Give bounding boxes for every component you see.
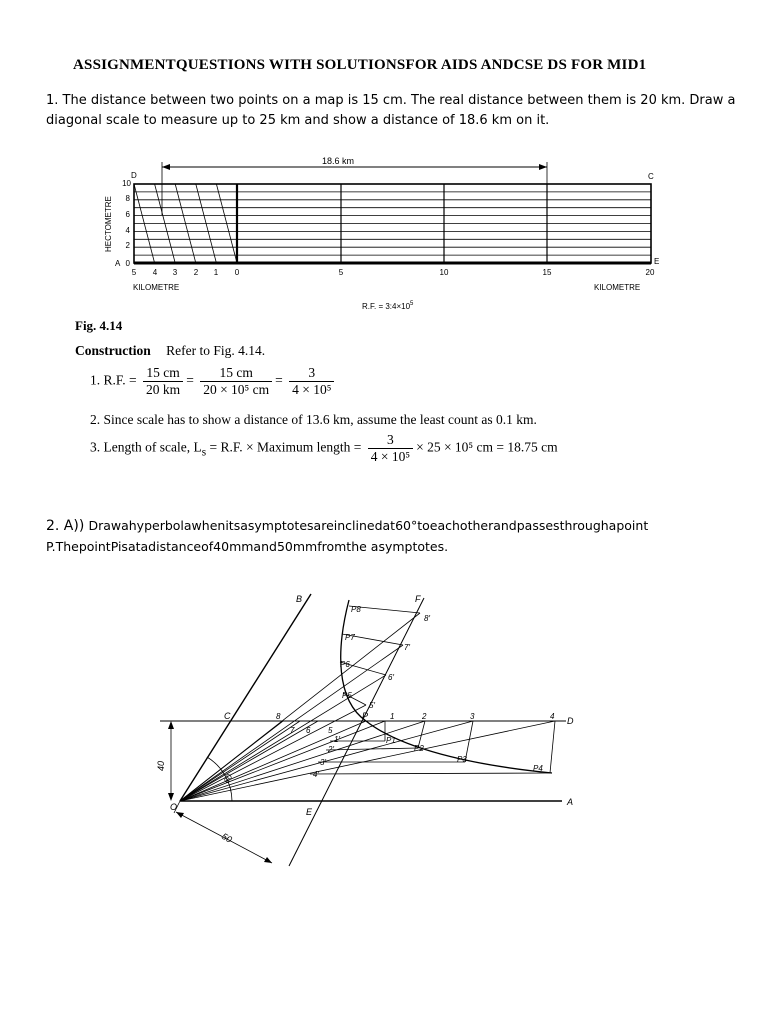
label-p4: P4 (533, 764, 543, 773)
ray-line (180, 721, 366, 801)
construction-step-2: 2. Since scale has to show a distance of 13.6 km, assume the least count as 0.1 km. (90, 412, 537, 427)
corner-e-label: E (654, 257, 660, 266)
label-1: 1 (390, 712, 395, 721)
label-p: P (362, 711, 369, 721)
projection-line (550, 721, 555, 773)
ray-line (180, 721, 473, 801)
x-tick-labels (132, 268, 655, 277)
question-2-text: Drawahyperbolawhenitsasymptotesareinclinedat60°toeachotherandpassesthroughapoint P.ThepointPisatadistanceof40mmand50mmfromthe asymptotes. (46, 518, 649, 554)
x-tick: 5 (131, 268, 137, 277)
fraction: $\frac{15 cm}{20 km}$ (143, 365, 183, 398)
x-tick: 1 (213, 268, 219, 277)
label-7-prime: 7′ (404, 643, 410, 652)
angle-label: 60 (221, 772, 235, 785)
x-tick: 15 (542, 268, 552, 277)
ray-line (180, 721, 555, 801)
label-2-prime: 2′ (328, 745, 334, 754)
construction-heading (75, 343, 265, 359)
page-heading: ASSIGNMENTQUESTIONS WITH SOLUTIONSFOR AIDS ANDCSE DS FOR MID1 (73, 57, 647, 73)
ray-line (180, 675, 386, 801)
y-tick: 0 (125, 259, 130, 268)
diagonal-scale-figure (100, 150, 680, 320)
label-p3: P3 (457, 755, 467, 764)
question-1-text: The distance between two points on a map is 15 cm. The real distance between them is 20 km. Draw a diagonal scale to measure up to 25 km and show a distance of 18.6 km on it. (46, 93, 736, 128)
question-2-number: 2. A)) (46, 518, 85, 534)
x-tick: 10 (439, 268, 449, 277)
label-6-prime: 6′ (388, 673, 394, 682)
dimension-label: 18.6 km (321, 156, 355, 166)
hyperbola-figure (150, 585, 590, 870)
y-tick: 2 (125, 241, 130, 250)
label-8: 8 (276, 712, 281, 721)
ray-line (180, 721, 425, 801)
label-p8: P8 (351, 605, 361, 614)
x-tick: 4 (152, 268, 158, 277)
y-tick-labels (122, 179, 131, 268)
y-tick: 8 (125, 194, 130, 203)
question-1-number: 1. (46, 93, 59, 108)
construction-step-1: 1. R.F. = $\frac{15 cm}{20 km}$ = $\frac{15 cm}{\text{20 × 10⁵ cm}}$ = $\frac{3}{\text{4 × 10⁵}}$ (90, 365, 337, 398)
dim-40-label: 40 (156, 760, 166, 771)
ray-line (180, 705, 369, 801)
question-2 (46, 516, 736, 558)
y-tick: 4 (125, 226, 130, 235)
label-b: B (296, 594, 303, 604)
label-4-prime: 4′ (313, 770, 319, 779)
label-5-prime: 5′ (369, 701, 375, 710)
corner-c-label: C (648, 172, 654, 181)
label-d: D (567, 716, 574, 726)
label-o: O (170, 802, 178, 812)
construction-ref: Refer to Fig. 4.14. (166, 343, 266, 358)
fraction: $\frac{3}{\text{4 × 10⁵}}$ (289, 365, 334, 398)
y-tick: 6 (125, 210, 130, 219)
rf-label: R.F. = $3:4\times 10^5$ (362, 301, 414, 311)
corner-a-label: A (115, 259, 121, 268)
label-8-prime: 8′ (424, 614, 430, 623)
projection-line (310, 773, 550, 774)
label-4: 4 (550, 712, 555, 721)
fraction: $\frac{3}{\text{4 × 10⁵}}$ (368, 432, 413, 465)
x-label-right: KILOMETRE (594, 283, 641, 292)
hyperbola-labels (156, 594, 574, 845)
y-axis-label: HECTOMETRE (104, 196, 113, 252)
construction-title: Construction (75, 343, 151, 358)
question-1 (46, 91, 736, 131)
label-e: E (306, 807, 313, 817)
fraction: $\frac{15 cm}{\text{20 × 10⁵ cm}}$ (200, 365, 272, 398)
x-tick: 20 (645, 268, 655, 277)
label-c: C (224, 711, 231, 721)
label-5: 5 (328, 726, 333, 735)
x-label-left: KILOMETRE (133, 283, 180, 292)
figure-label: Fig. 4.14 (75, 318, 123, 333)
corner-d-label: D (131, 171, 137, 180)
label-1-prime: 1′ (334, 735, 340, 744)
label-6: 6 (306, 726, 311, 735)
dim-50-label: 50 (220, 831, 234, 845)
label-7: 7 (290, 726, 295, 735)
label-2: 2 (422, 712, 427, 721)
label-3: 3 (470, 712, 475, 721)
x-tick: 2 (193, 268, 199, 277)
x-tick: 3 (172, 268, 178, 277)
x-tick: 5 (338, 268, 344, 277)
y-tick: 10 (122, 179, 131, 188)
label-f: F (415, 594, 421, 604)
label-p2: P2 (414, 744, 424, 753)
label-3-prime: 3′ (320, 758, 326, 767)
label-a: A (567, 797, 574, 807)
label-p7: P7 (345, 633, 355, 642)
label-p6: P6 (340, 660, 350, 669)
ray-line (180, 721, 318, 801)
x-tick: 0 (234, 268, 240, 277)
label-p1: P1 (386, 736, 396, 745)
label-p5: P5 (342, 691, 352, 700)
hyperbola-curve (341, 600, 552, 773)
construction-step-3: 3. Length of scale, $L_s = R.F$. × Maximum length = $\frac{3}{\text{4 × 10⁵}}$ × 25 × 10⁵ cm = 18.75 cm (90, 432, 558, 464)
